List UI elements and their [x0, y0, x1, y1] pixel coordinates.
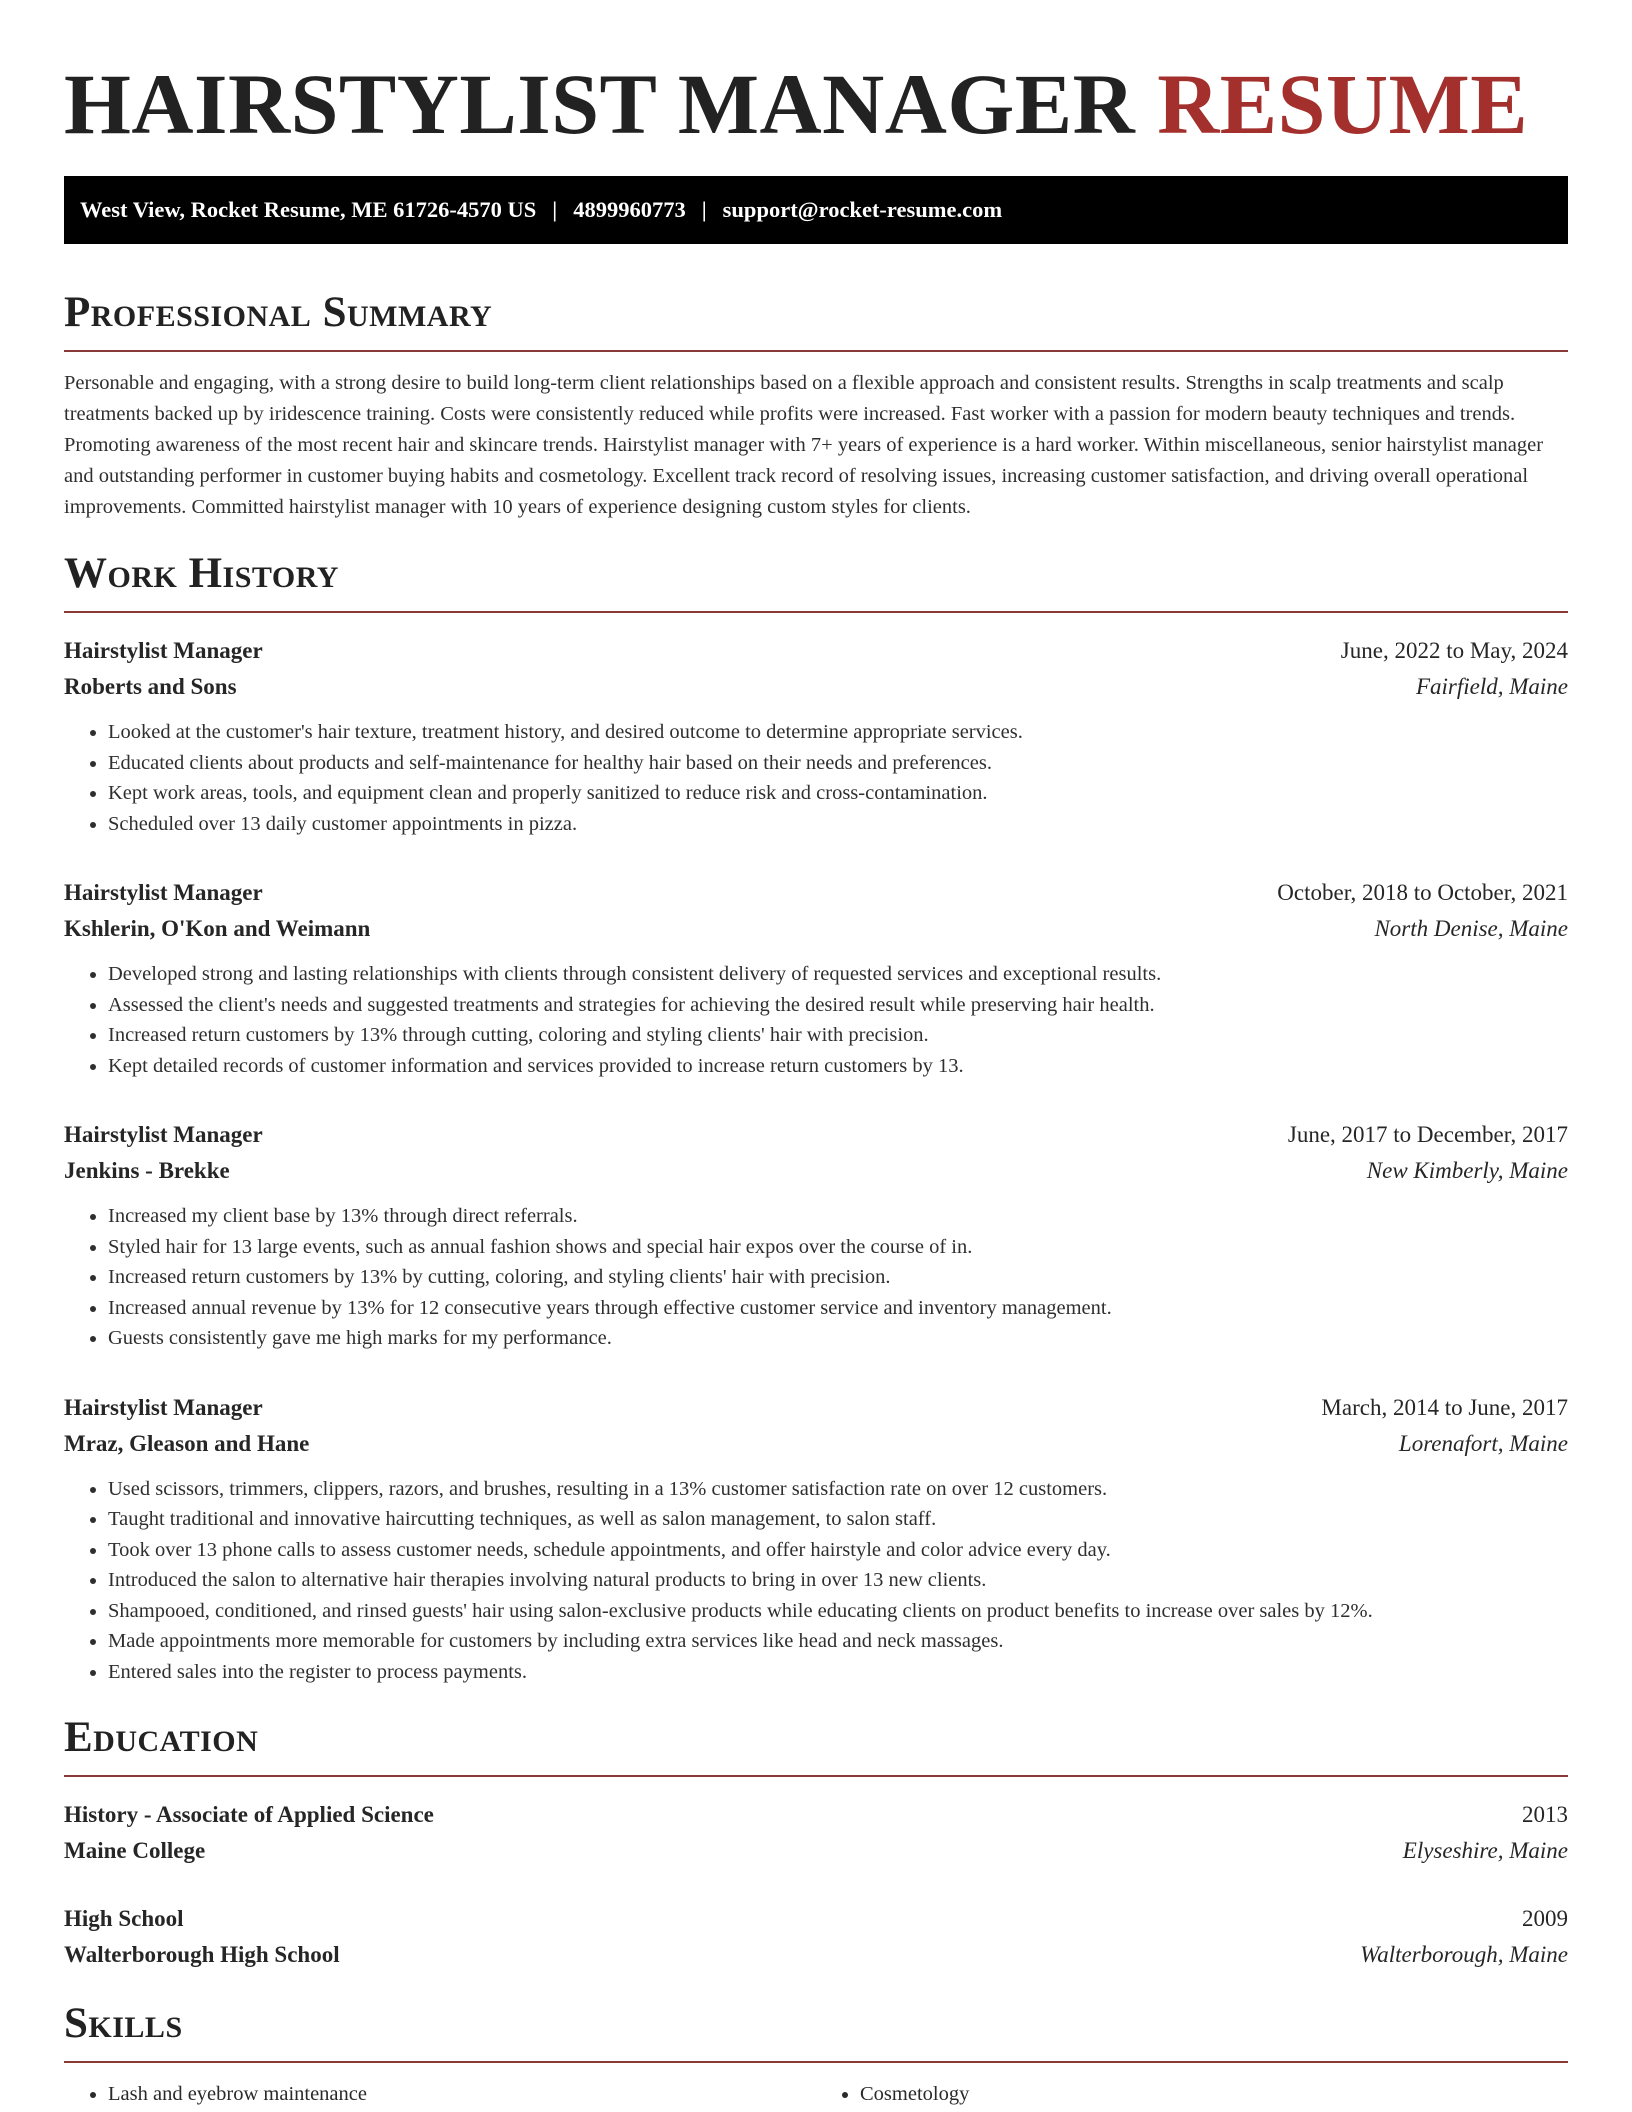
skill-item: • Cosmetology [860, 2079, 1568, 2109]
job-location: North Denise, Maine [1374, 916, 1568, 941]
skills-column-right [816, 2079, 1568, 2109]
section-divider [64, 350, 1568, 352]
contact-bar [64, 176, 1568, 244]
section-divider [64, 1775, 1568, 1777]
education-degree: History - Associate of Applied Science [64, 1802, 434, 1827]
job-company: Kshlerin, O'Kon and Weimann [64, 916, 371, 941]
job-role: Hairstylist Manager [64, 1122, 263, 1147]
job-bullet: • Looked at the customer's hair texture, treatment history, and desired outcome to determine appropriate services. [108, 717, 1568, 748]
job-bullet: • Increased return customers by 13% through cutting, coloring and styling clients' hair with precision. [108, 1020, 1568, 1051]
contact-separator: | [701, 197, 707, 222]
job-role: Hairstylist Manager [64, 1394, 263, 1420]
job-bullets [64, 1201, 1568, 1354]
title-main: HAIRSTYLIST MANAGER [64, 56, 1136, 152]
job-company: Roberts and Sons [64, 674, 237, 699]
education-school: Maine College [64, 1838, 206, 1863]
job-dates: June, 2022 to May, 2024 [1340, 638, 1568, 663]
job-bullet: • Made appointments more memorable for customers by including extra services like head and neck massages. [108, 1626, 1568, 1657]
job-bullets [64, 1474, 1568, 1688]
job-company: Mraz, Gleason and Hane [64, 1430, 310, 1456]
job-entry [64, 633, 1568, 839]
job-bullet: • Entered sales into the register to process payments. [108, 1657, 1568, 1688]
section-title-skills: Skills [64, 2000, 183, 2047]
skill-item: • Lash and eyebrow maintenance [108, 2079, 816, 2109]
job-entry [64, 1117, 1568, 1354]
contact-separator: | [552, 197, 558, 222]
education-year: 2013 [1522, 1802, 1568, 1827]
job-bullet: • Styled hair for 13 large events, such as annual fashion shows and special hair expos over the course of in. [108, 1232, 1568, 1263]
job-bullet: • Shampooed, conditioned, and rinsed guests' hair using salon-exclusive products while educating clients on product benefits to increase over sales by 12%. [108, 1596, 1568, 1627]
resume-title [64, 0, 1568, 152]
job-bullet: • Kept detailed records of customer information and services provided to increase return customers by 13. [108, 1051, 1568, 1082]
job-bullet: • Educated clients about products and self-maintenance for healthy hair based on their needs and preferences. [108, 748, 1568, 779]
job-company: Jenkins - Brekke [64, 1158, 230, 1183]
education-entry [64, 1901, 1568, 1973]
job-bullet: • Increased my client base by 13% through direct referrals. [108, 1201, 1568, 1232]
job-bullets [64, 717, 1568, 839]
section-title-work: Work History [64, 550, 339, 597]
education-entry [64, 1797, 1568, 1869]
job-bullets [64, 959, 1568, 1081]
skills-list [64, 2079, 1568, 2109]
job-role: Hairstylist Manager [64, 880, 263, 905]
section-title-summary: Professional Summary [64, 289, 493, 336]
job-entry [64, 1390, 1568, 1688]
job-bullet: • Developed strong and lasting relationships with clients through consistent delivery of requested services and exceptional results. [108, 959, 1568, 990]
job-dates: March, 2014 to June, 2017 [1321, 1394, 1568, 1420]
job-location: Fairfield, Maine [1415, 674, 1568, 699]
education-degree: High School [64, 1906, 184, 1931]
job-role: Hairstylist Manager [64, 638, 263, 663]
education-school: Walterborough High School [64, 1942, 340, 1967]
job-location: New Kimberly, Maine [1366, 1158, 1568, 1183]
job-dates: June, 2017 to December, 2017 [1287, 1122, 1568, 1147]
title-accent: RESUME [1157, 56, 1529, 152]
contact-address: West View, Rocket Resume, ME 61726-4570 US [80, 197, 537, 222]
education-year: 2009 [1522, 1906, 1568, 1931]
job-dates: October, 2018 to October, 2021 [1277, 880, 1568, 905]
contact-phone[interactable]: 4899960773 [573, 197, 686, 222]
section-title-education: Education [64, 1714, 259, 1761]
section-divider [64, 611, 1568, 613]
job-bullet: • Introduced the salon to alternative hair therapies involving natural products to bring in over 13 new clients. [108, 1565, 1568, 1596]
job-bullet: • Took over 13 phone calls to assess customer needs, schedule appointments, and offer hairstyle and color advice every day. [108, 1535, 1568, 1566]
job-bullet: • Kept work areas, tools, and equipment clean and properly sanitized to reduce risk and cross-contamination. [108, 778, 1568, 809]
job-bullet: • Increased return customers by 13% by cutting, coloring, and styling clients' hair with precision. [108, 1262, 1568, 1293]
section-divider [64, 2061, 1568, 2063]
skills-column-left [64, 2079, 816, 2109]
education-location: Elyseshire, Maine [1402, 1838, 1568, 1863]
job-location: Lorenafort, Maine [1398, 1430, 1568, 1456]
job-bullet: • Guests consistently gave me high marks for my performance. [108, 1323, 1568, 1354]
job-bullet: • Increased annual revenue by 13% for 12 consecutive years through effective customer service and inventory management. [108, 1293, 1568, 1324]
job-bullet: • Used scissors, trimmers, clippers, razors, and brushes, resulting in a 13% customer satisfaction rate on over 12 customers. [108, 1474, 1568, 1505]
education-location: Walterborough, Maine [1360, 1942, 1568, 1967]
job-bullet: • Scheduled over 13 daily customer appointments in pizza. [108, 809, 1568, 840]
summary-text: Personable and engaging, with a strong desire to build long-term client relationships based on a flexible approach and consistent results. Strengths in scalp treatments and scalp treatments backed up by iridescence training. Costs were consistently reduced while profits were increased. Fast worker with a passion for modern beauty techniques and trends. Promoting awareness of the most recent hair and skincare trends. Hairstylist manager with 7+ years of experience is a hard worker. Within miscellaneous, senior hairstylist manager and outstanding performer in customer buying habits and cosmetology. Excellent track record of resolving issues, increasing customer satisfaction, and driving overall operational improvements. Committed hairstylist manager with 10 years of experience designing custom styles for clients. [64, 372, 1544, 518]
job-entry [64, 875, 1568, 1081]
contact-email[interactable]: support@rocket-resume.com [722, 197, 1003, 222]
job-bullet: • Assessed the client's needs and suggested treatments and strategies for achieving the desired result while preserving hair health. [108, 990, 1568, 1021]
job-bullet: • Taught traditional and innovative haircutting techniques, as well as salon management, to salon staff. [108, 1504, 1568, 1535]
